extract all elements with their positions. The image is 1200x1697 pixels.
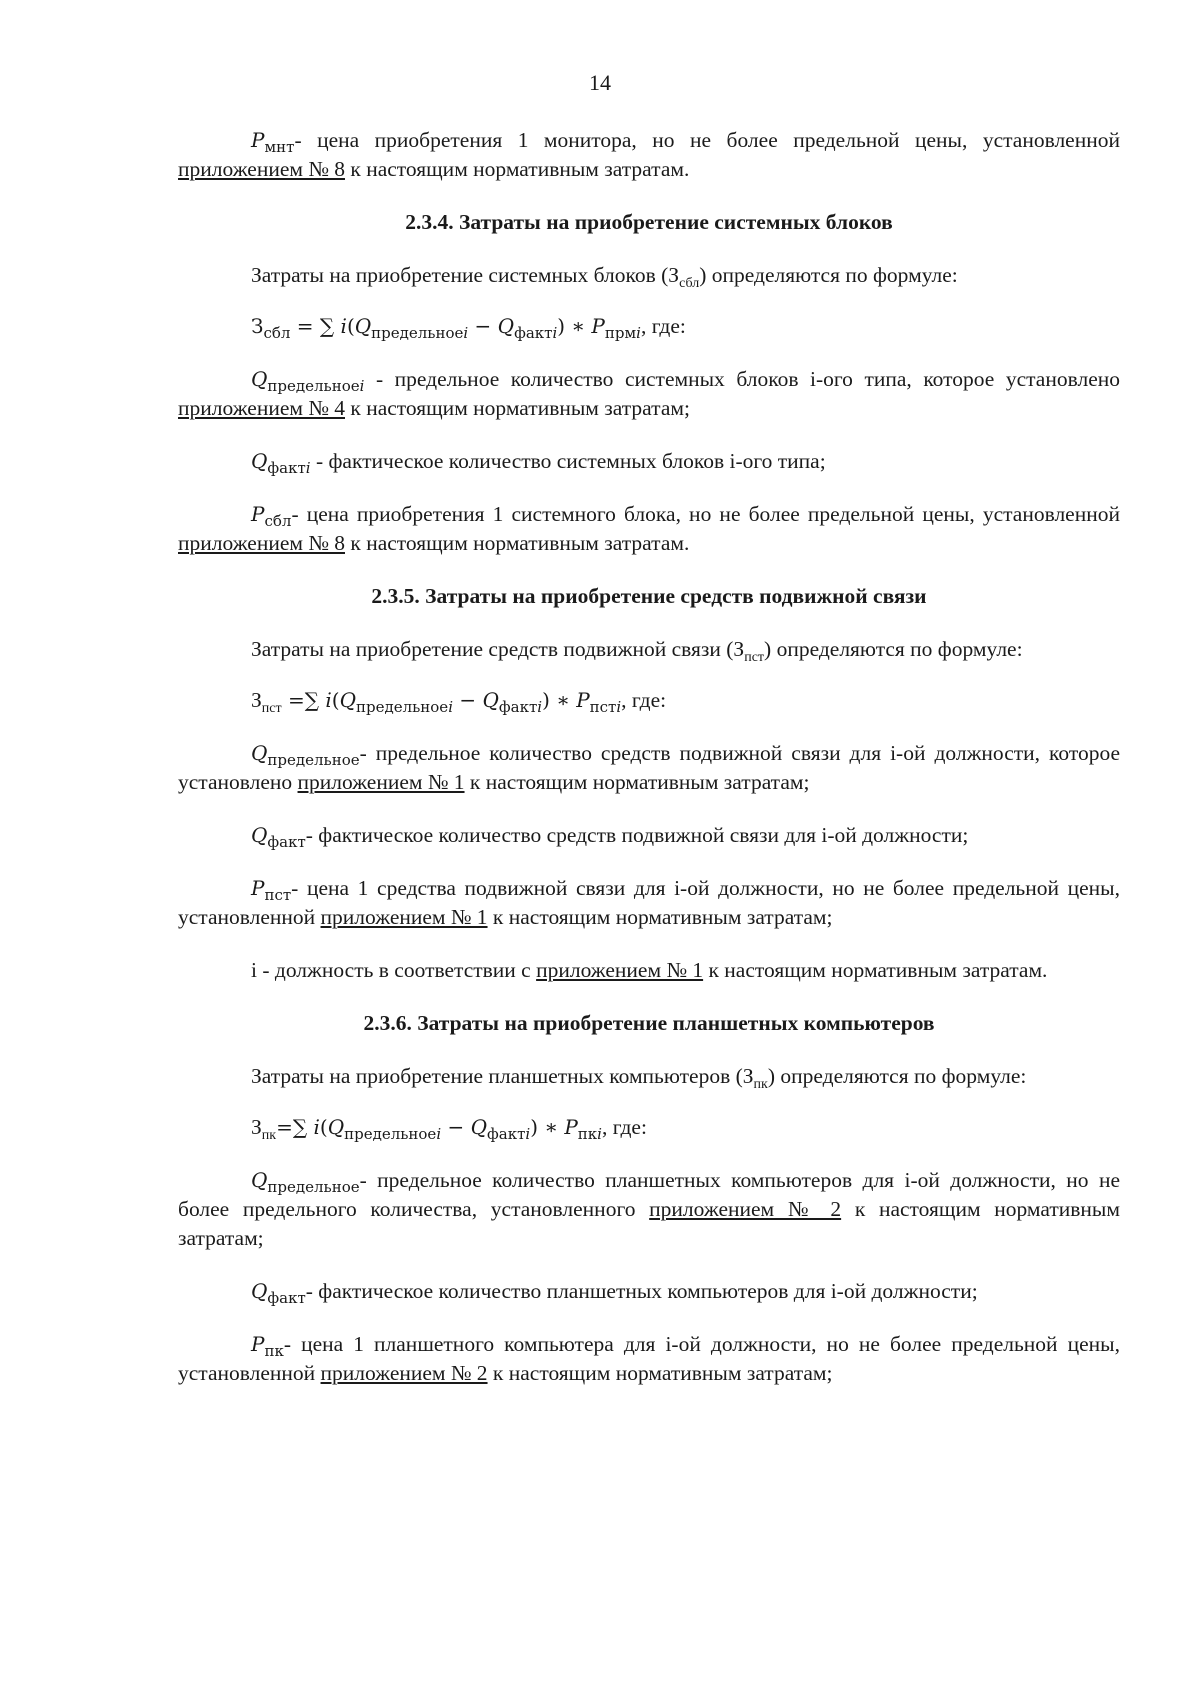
- intro-text: Затраты на приобретение средств подвижной связи (З: [251, 637, 745, 661]
- formula-q2-sub-index: i: [552, 324, 558, 342]
- formula-q1-sub-text: предельное: [371, 324, 464, 342]
- definition-q-fakt: [178, 447, 1120, 476]
- page-number: 14: [589, 70, 611, 95]
- formula-q2-sub-index: i: [537, 698, 543, 716]
- formula-index: i: [325, 688, 332, 712]
- formula-q1-sub-text: предельное: [355, 698, 449, 716]
- variable-subscript: предельное: [267, 751, 360, 769]
- variable-p: P: [251, 128, 265, 152]
- formula-q1-sub-index: i: [436, 1125, 442, 1143]
- section-intro: [178, 261, 1120, 290]
- definition-text: - цена 1 планшетного компьютера для i-ой должности, но не более предельной цены, установленной: [178, 1332, 1120, 1385]
- definition-text: - фактическое количество планшетных компьютеров для i-ой должности;: [305, 1279, 978, 1303]
- definition-text-end: к настоящим нормативным затратам;: [178, 1197, 1120, 1250]
- intro-text-end: ) определяются по формуле:: [699, 263, 958, 287]
- intro-text-end: ) определяются по формуле:: [764, 637, 1023, 661]
- section-heading-2-3-6: 2.3.6. Затраты на приобретение планшетных компьютеров: [363, 1011, 935, 1035]
- variable-q: Q: [251, 1168, 268, 1192]
- formula-p-sub: [590, 698, 622, 716]
- formula-lhs: З: [251, 314, 264, 338]
- intro-text: Затраты на приобретение системных блоков (З: [251, 263, 680, 287]
- variable-subscript: [267, 459, 310, 477]
- subscript-index: i: [305, 459, 311, 477]
- variable-subscript: [267, 377, 364, 395]
- appendix-link[interactable]: приложением № 1: [320, 905, 488, 929]
- formula-minus: −: [468, 314, 498, 338]
- formula-index: i: [340, 314, 347, 338]
- appendix-link[interactable]: приложением № 2: [649, 1197, 842, 1221]
- formula-lhs-sub: пст: [261, 701, 282, 716]
- definition-p-pk: [178, 1330, 1120, 1388]
- intro-subscript: сбл: [679, 276, 700, 291]
- appendix-link[interactable]: приложением № 8: [178, 157, 345, 181]
- definition-text-end: к настоящим нормативным затратам;: [345, 396, 690, 420]
- formula-tail: , где:: [621, 688, 667, 712]
- definition-text: - предельное количество системных блоков i-ого типа, которое установлено: [364, 367, 1120, 391]
- variable-q: Q: [251, 741, 268, 765]
- variable-subscript: предельное: [267, 1178, 360, 1196]
- formula-p: P: [576, 688, 590, 712]
- intro-subscript: пст: [744, 650, 765, 665]
- formula-minus: −: [441, 1115, 471, 1139]
- definition-text: - фактическое количество системных блоков i-ого типа;: [310, 449, 826, 473]
- subscript-text: факт: [267, 459, 306, 477]
- definition-text: - цена приобретения 1 системного блока, но не более предельной цены, установленной: [291, 502, 1120, 526]
- formula-lhs: З: [251, 1115, 262, 1139]
- definition-text: i - должность в соответствии с: [251, 958, 537, 982]
- formula-q2-sub-index: i: [525, 1125, 531, 1143]
- formula-lhs: З: [251, 688, 262, 712]
- formula-operator: =∑: [276, 1115, 314, 1139]
- formula-open-paren: (: [346, 314, 355, 338]
- definition-text-end: к настоящим нормативным затратам;: [464, 770, 810, 794]
- appendix-link[interactable]: приложением № 4: [178, 396, 345, 420]
- formula-q1-sub-index: i: [463, 324, 469, 342]
- formula-q2: Q: [482, 688, 499, 712]
- intro-subscript: пк: [753, 1077, 768, 1092]
- definition-q-fakt: [178, 1277, 1120, 1306]
- formula-close-paren: ) ∗: [542, 688, 577, 712]
- formula-operator: =∑: [281, 688, 326, 712]
- definition-p-sbl: [178, 500, 1120, 558]
- variable-q: Q: [251, 449, 268, 473]
- formula-q1: Q: [354, 314, 372, 338]
- formula-lhs-sub: сбл: [263, 324, 291, 342]
- definition-text: - цена 1 средства подвижной связи для i-ой должности, но не более предельной цены, установленной: [178, 876, 1120, 929]
- appendix-link[interactable]: приложением № 2: [320, 1361, 488, 1385]
- formula-p-sub-text: прм: [604, 324, 637, 342]
- formula-minus: −: [453, 688, 483, 712]
- definition-text-end: к настоящим нормативным затратам;: [487, 905, 833, 929]
- formula-open-paren: (: [331, 688, 340, 712]
- formula-q2-sub-text: факт: [498, 698, 538, 716]
- formula-sbl: [178, 312, 1120, 341]
- formula-q1-sub-index: i: [448, 698, 453, 716]
- definition-text: - предельное количество средств подвижной связи для i-ой должности, которое установлено: [178, 741, 1120, 794]
- formula-close-paren: ) ∗: [530, 1115, 565, 1139]
- definition-text-end: к настоящим нормативным затратам.: [703, 958, 1048, 982]
- formula-q2-sub-text: факт: [514, 324, 553, 342]
- formula-close-paren: ) ∗: [557, 314, 592, 338]
- definition-q-predelnoe: [178, 1166, 1120, 1253]
- appendix-link[interactable]: приложением № 1: [297, 770, 465, 794]
- intro-text: Затраты на приобретение планшетных компьютеров (З: [251, 1064, 754, 1088]
- definition-text-end: к настоящим нормативным затратам.: [345, 531, 690, 555]
- definition-p-pst: [178, 874, 1120, 932]
- formula-q1-sub: [371, 324, 468, 342]
- section-intro: [178, 635, 1120, 664]
- definition-q-predelnoe: [178, 365, 1120, 423]
- formula-index: i: [313, 1115, 320, 1139]
- formula-q2-sub: [499, 698, 542, 716]
- formula-p-sub-text: пст: [589, 698, 617, 716]
- formula-p-sub: [578, 1125, 602, 1143]
- formula-q2-sub-text: факт: [487, 1125, 526, 1143]
- formula-tail: , где:: [601, 1115, 647, 1139]
- variable-subscript: сбл: [264, 512, 292, 530]
- formula-p-sub: [605, 324, 641, 342]
- subscript-text: предельное: [267, 377, 360, 395]
- formula-tail: , где:: [640, 314, 686, 338]
- definition-i: [178, 956, 1120, 985]
- formula-p-sub-index: i: [616, 698, 622, 716]
- formula-q2: Q: [470, 1115, 488, 1139]
- definition-p-mnt: [178, 126, 1120, 184]
- definition-text-end: к настоящим нормативным затратам;: [487, 1361, 833, 1385]
- definition-q-predelnoe: [178, 739, 1120, 797]
- variable-subscript: пк: [264, 1342, 284, 1360]
- formula-p: P: [591, 314, 605, 338]
- definition-text: - фактическое количество средств подвижной связи для i-ой должности;: [305, 823, 969, 847]
- definition-text: - цена приобретения 1 монитора, но не более предельной цены, установленной: [294, 128, 1120, 152]
- variable-subscript: факт: [267, 1289, 306, 1307]
- definition-text-end: к настоящим нормативным затратам.: [345, 157, 690, 181]
- variable-p: P: [251, 502, 265, 526]
- formula-q1-sub-text: предельное: [344, 1125, 437, 1143]
- variable-q: Q: [251, 1279, 268, 1303]
- definition-text: - предельное количество планшетных компьютеров для i-ой должности, но не более предельного количества, установленного: [178, 1168, 1120, 1221]
- formula-q1: Q: [327, 1115, 345, 1139]
- intro-text-end: ) определяются по формуле:: [767, 1064, 1027, 1088]
- formula-q2-sub: [514, 324, 557, 342]
- formula-p-sub-text: пк: [577, 1125, 598, 1143]
- definition-q-fakt: [178, 821, 1120, 850]
- formula-q1-sub: [356, 698, 453, 716]
- formula-p-sub-index: i: [597, 1125, 602, 1143]
- formula-p: P: [564, 1115, 578, 1139]
- appendix-link[interactable]: приложением № 1: [536, 958, 704, 982]
- variable-subscript: мнт: [264, 138, 295, 156]
- variable-q: Q: [251, 823, 268, 847]
- variable-p: P: [251, 1332, 265, 1356]
- formula-q2-sub: [487, 1125, 530, 1143]
- formula-pk: [178, 1113, 1120, 1142]
- section-intro: [178, 1062, 1120, 1091]
- section-heading-2-3-5: 2.3.5. Затраты на приобретение средств подвижной связи: [371, 584, 927, 608]
- variable-subscript: факт: [267, 833, 306, 851]
- variable-q: Q: [251, 367, 268, 391]
- section-heading-2-3-4: 2.3.4. Затраты на приобретение системных блоков: [405, 210, 893, 234]
- variable-subscript: пст: [264, 886, 292, 904]
- formula-operator: = ∑: [290, 314, 341, 338]
- formula-p-sub-index: i: [636, 324, 641, 342]
- formula-lhs-sub: пк: [261, 1128, 277, 1143]
- formula-pst: [178, 686, 1120, 715]
- subscript-index: i: [359, 377, 365, 395]
- formula-open-paren: (: [319, 1115, 328, 1139]
- variable-p: P: [251, 876, 265, 900]
- formula-q1-sub: [344, 1125, 441, 1143]
- formula-q1: Q: [339, 688, 356, 712]
- formula-q2: Q: [497, 314, 515, 338]
- page-body: [178, 126, 1120, 1388]
- appendix-link[interactable]: приложением № 8: [178, 531, 345, 555]
